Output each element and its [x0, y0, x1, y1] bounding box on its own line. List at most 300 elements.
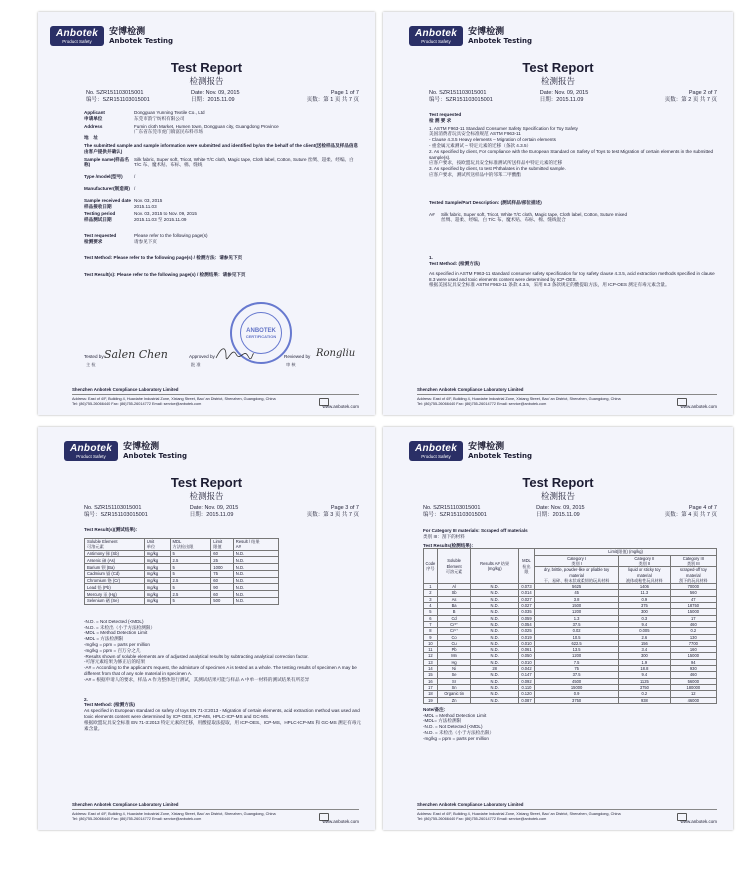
table-cell: 4 — [424, 603, 438, 609]
report-no: No. SZR151103015001 — [423, 505, 481, 511]
table-cell: N.D. — [471, 640, 518, 646]
table-cell: 1125 — [619, 678, 671, 684]
tested-by-label: Tested by — [84, 354, 104, 359]
table-cell: Organic tin — [437, 691, 471, 697]
applicant-label-cn: 申请单位 — [84, 115, 103, 121]
table-row — [85, 564, 279, 571]
sample-name-value: Silk fabric, Super soft, Tricot, White T/C cloth, Magic tape, Cloth label, Cotton, Suture 丝绸、超柔、经编、白 T/C 布、魔术贴、布标、棉、缝线 — [134, 156, 354, 168]
test-method-heading: Test Method: (检测方法) — [84, 702, 135, 708]
table-cell: 90 — [211, 584, 234, 591]
table-cell: 180000 — [670, 684, 716, 690]
footer-website: www.anbotek.com — [680, 819, 717, 825]
table-cell: N.D. — [471, 634, 518, 640]
table-cell: Hg — [437, 659, 471, 665]
logo-en: Anbotek Testing — [123, 451, 188, 460]
table-cell: Zn — [437, 697, 471, 703]
table-cell: Antimony 锑 (Sb) — [85, 550, 145, 557]
note-line: -Results shown of soluble elements are of adjusted analytical results by subtracting analytical correction factor. — [84, 653, 309, 659]
period-value: Nov. 03, 2015 to Nov. 09, 2015 — [134, 211, 197, 217]
table-cell: 0.092 — [518, 678, 534, 684]
logo-badge — [64, 441, 118, 461]
footer-address: Address: East of 4/F, Building 4, Huaxiahe Industrial Zone, Xixiang Street, Bao' an District, Shenzhen, Guangdong, China — [417, 397, 621, 402]
report-no-cn: 编号：SZR151103015001 — [429, 97, 493, 103]
test-method-line: Test Method: Please refer to the following page(s) / 检测方法：请参见下页 — [84, 254, 243, 260]
col-results: Results A# 结果 (mg/kg) — [471, 549, 518, 584]
method-number: 2. — [84, 696, 88, 702]
logo-en: Anbotek Testing — [109, 36, 174, 45]
table-cell: 60 — [211, 550, 234, 557]
logo-tagline: Product Safety — [62, 39, 92, 44]
table-cell: 4500 — [535, 678, 619, 684]
table-cell: 5 — [170, 570, 211, 577]
note-line: -N.D. = 未检出（小于方法检出限） — [423, 730, 495, 735]
reviewer-signature: Rongliu — [316, 348, 356, 359]
table-cell: Cu — [437, 640, 471, 646]
cat2-desc: liquid or sticky toy material 液体或粘性玩具材料 — [619, 567, 671, 584]
table-cell: 8 — [424, 628, 438, 634]
report-meta — [84, 505, 359, 519]
table-cell: Ni — [437, 666, 471, 672]
requested-label-cn: 检测要求 — [84, 238, 103, 244]
applicant-label: Applicant — [84, 110, 105, 115]
report-body — [423, 528, 719, 742]
note-line: -A# = According to the applicant's request, the admixture of specimen A is tested as a whole. The testing results of specimen A may be different from that of any sole material in specimen A. — [84, 665, 357, 676]
page-footer — [72, 802, 359, 825]
anbotek-logo — [409, 441, 532, 461]
table-cell: 130 — [670, 634, 716, 640]
table-cell: mg/kg — [144, 598, 170, 605]
test-method-text: As specified in European standard on safety of toys EN 71-3:2013 - Migration of certain elements, acid extraction method was used and toxic elements content were determined by ICP-OES, ICP-MS, HPLC-ICP-MS and GC-MS. — [84, 708, 360, 719]
table-cell: 5 — [424, 609, 438, 615]
note-line: -N.D. = 未检出（小于方法检测限） — [84, 624, 156, 630]
table-cell: 14 — [424, 666, 438, 672]
table-cell: Ba — [437, 603, 471, 609]
report-meta — [86, 90, 359, 104]
table-cell: N.D. — [471, 609, 518, 615]
table-cell: 0.147 — [518, 672, 534, 678]
table-cell: 18.8 — [619, 666, 671, 672]
table-cell: 3 — [424, 596, 438, 602]
table-cell: Cadmium 镉 (Cd) — [85, 570, 145, 577]
table-cell: 6 — [424, 615, 438, 621]
table-cell: 7.5 — [535, 659, 619, 665]
test-method-text: As specified in ASTM F963-11 standard consumer safety specification for toy safety clause 4.3.5, acid extraction methods specified in clause 8.3 were used and toxic elements content were determined by ICP-OES. — [429, 270, 715, 282]
table-cell: Chromium 铬 (Cr) — [85, 577, 145, 584]
note-line: -MDL= 方法检测限 — [423, 718, 462, 724]
logo-badge — [409, 441, 463, 461]
note-line: -MDL = 方法检测限 — [84, 636, 124, 642]
report-no-cn: 编号：SZR151103015001 — [86, 97, 150, 103]
table-cell: mg/kg — [144, 550, 170, 557]
requested-item: 美国消费者玩具安全标准规范 ASTM F963-11 — [429, 131, 521, 137]
logo-cn: 安博检测 — [468, 441, 505, 452]
logo-name: Anbotek — [56, 28, 99, 39]
table-cell: 1200 — [535, 609, 619, 615]
category-heading: For Category III materials: Scraped off materials — [423, 528, 528, 533]
test-method-text-cn: 根据欧盟玩具安全标准 EN 71-3:2013 特定元素的迁移，用酸提取法提取，用 ICP-OES、ICP-MS、HPLC-ICP-MS 和 GC-MS 测定有毒元素含量。 — [84, 719, 361, 731]
table-cell: 0.054 — [518, 621, 534, 627]
results-heading: Test Result(s)(测试结果)： — [84, 527, 141, 532]
report-no: No. SZR151103015001 — [86, 90, 144, 96]
table-cell: 37.5 — [535, 621, 619, 627]
table-cell: 1200 — [535, 653, 619, 659]
table-cell: 3.4 — [619, 647, 671, 653]
table-cell: 2.6 — [619, 634, 671, 640]
table-cell: 160 — [670, 647, 716, 653]
table-cell: 3750 — [619, 684, 671, 690]
table-cell: 1000 — [211, 564, 234, 571]
page-number-cn: 页数：第 3 页 共 7 页 — [306, 512, 359, 518]
table-cell: 0.9 — [619, 596, 671, 602]
table-cell: N.D. — [471, 684, 518, 690]
table-row — [85, 598, 279, 605]
table-cell: 16 — [424, 678, 438, 684]
report-date-cn: 日期：2015.11.09 — [189, 512, 234, 518]
table-row — [85, 584, 279, 591]
table-cell: As — [437, 596, 471, 602]
col-element: Soluble Element 可溶元素 — [437, 549, 471, 584]
table-cell: 300 — [619, 609, 671, 615]
table-cell: Pb — [437, 647, 471, 653]
table-cell: N.D. — [233, 557, 278, 564]
logo-en: Anbotek Testing — [468, 451, 533, 460]
footer-website: www.anbotek.com — [322, 404, 359, 410]
table-cell: Cd — [437, 615, 471, 621]
table-cell: N.D. — [471, 603, 518, 609]
table-row — [85, 577, 279, 584]
logo-cn: 安博检测 — [123, 441, 160, 452]
sample-description-cn: 丝绸、超柔、经编、白 T/C 布、魔术贴、布标、棉、缝线混合 — [441, 217, 566, 223]
footer-company: Shenzhen Anbotek Compliance Laboratory Limited — [417, 387, 524, 393]
table-cell: N.D. — [233, 584, 278, 591]
table-cell: 375 — [619, 603, 671, 609]
table-cell: B — [437, 609, 471, 615]
table-cell: 9.4 — [619, 672, 671, 678]
table-cell: 75 — [211, 570, 234, 577]
table-cell: N.D. — [471, 584, 518, 590]
page-footer — [72, 387, 359, 410]
stamp-bottom-text: CERTIFICATION — [245, 333, 277, 339]
table-cell: mg/kg — [144, 564, 170, 571]
table-cell: 156 — [619, 640, 671, 646]
table-cell: 11 — [424, 647, 438, 653]
report-meta — [429, 90, 717, 104]
table-cell: N.D. — [471, 691, 518, 697]
requested-item: 2. As specified by client, For compliance with the European Standard on Safety of Toys to test Migration of certain elements in the submitted sample(s). — [429, 148, 714, 160]
table-cell: 0.025 — [518, 628, 534, 634]
report-no: No. SZR151103015001 — [429, 90, 487, 96]
table-cell: 0.042 — [518, 666, 534, 672]
manufacturer-value: / — [134, 185, 136, 191]
anbotek-logo — [64, 441, 187, 461]
test-result-line: Test Result(s): Please refer to the following page(s) / 检测结果：请参见下页 — [84, 272, 246, 278]
requested-item: - 重金属元素测试 – 特定元素的迁移（条款 4.3.5） — [429, 142, 532, 148]
table-cell: N.D. — [471, 615, 518, 621]
table-cell: 0.073 — [518, 584, 534, 590]
col-cat3: Category III 类别 III — [670, 555, 716, 567]
table-cell: Barium 钡 (Ba) — [85, 564, 145, 571]
applicant-value: Dongguan Yunning Textile Co., Ltd — [134, 110, 205, 115]
table-cell: 0.02 — [535, 628, 619, 634]
table-cell: Arsenic 砷 (As) — [85, 557, 145, 564]
requested-label: Test requested — [84, 232, 117, 238]
table-cell: 10 — [424, 640, 438, 646]
note-line: -mg/kg = ppm = parts per million — [84, 642, 150, 648]
address-label-cn: 地 址 — [84, 135, 98, 141]
footer-address: Address: East of 4/F, Building 4, Huaxiahe Industrial Zone, Xixiang Street, Bao' an District, Shenzhen, Guangdong, China — [72, 812, 276, 817]
period-value-cn: 2015.11.03 至 2015.11.09 — [134, 217, 187, 223]
note-line: -A# = 根据申请人的要求，样品 A 作为整体进行测试，其测试结果可能与样品 A 中单一材料的测试结果有所差异 — [84, 676, 310, 682]
report-title-cn: 检测报告 — [189, 76, 224, 86]
table-row — [85, 591, 279, 598]
col-result: Result / 结果 A# — [233, 538, 278, 550]
logo-name: Anbotek — [415, 28, 458, 39]
table-cell: 17 — [424, 684, 438, 690]
table-cell: N.D. — [471, 672, 518, 678]
report-title-cn: 检测报告 — [540, 491, 575, 501]
table-cell: Sb — [437, 590, 471, 596]
note-line: -mg/kg = ppm = parts per million — [423, 735, 489, 741]
stamp-top-text: ANBOTEK — [246, 327, 276, 334]
note-line: -N.D. = Not Detected (<MDL) — [423, 724, 483, 730]
requested-list — [429, 126, 719, 178]
requested-heading-cn: 检 测 要 求 — [429, 117, 452, 123]
table-cell: 0.050 — [518, 653, 534, 659]
note-line: -可溶元素结果为修正后的结果 — [84, 659, 146, 665]
table-cell: 0.059 — [518, 615, 534, 621]
footer-contact: Tel: (86)755-26066440 Fax: (86)755-26014772 Email: service@anbotek.com — [72, 402, 202, 407]
report-date-cn: 日期：2015.11.09 — [536, 512, 580, 518]
table-cell: 75 — [535, 666, 619, 672]
results-table — [84, 538, 279, 605]
table-cell: 5 — [170, 584, 211, 591]
report-date: Date: Nov. 09, 2015 — [191, 90, 240, 96]
table-cell: 0.027 — [518, 603, 534, 609]
table-cell: 1 — [424, 584, 438, 590]
notes-heading: Note/备注： — [423, 706, 449, 712]
sample-name-label: Sample name(样品名称) — [84, 156, 129, 168]
address-value-cn: 广东省东莞市虎门镇富民布料市场 — [134, 129, 203, 135]
report-title: Test Report — [170, 60, 243, 75]
footer-company: Shenzhen Anbotek Compliance Laboratory Limited — [72, 387, 179, 393]
table-cell: 7 — [424, 621, 438, 627]
requested-item: 应客户要求，测试所送样品中的邻苯二甲酸酯 — [429, 171, 521, 177]
table-cell: 28 — [471, 666, 518, 672]
table-cell: 10.5 — [535, 634, 619, 640]
table-cell: N.D. — [233, 550, 278, 557]
footer-company: Shenzhen Anbotek Compliance Laboratory Limited — [72, 802, 179, 808]
requested-item: - Clause 4.3.5 Heavy elements – Migration of certain elements — [429, 137, 556, 143]
table-cell: Sn — [437, 684, 471, 690]
address-label: Address — [84, 123, 103, 129]
tested-by-label-cn: 主 检 — [86, 362, 96, 367]
category-results-table — [423, 548, 717, 703]
test-method-text-cn: 根据美国玩具安全标准 ASTM F963-11 条款 4.3.5，采用 8.3 条款规定的酸提取方法，用 ICP-OES 测定有毒元素含量。 — [429, 282, 670, 288]
table-cell: 18 — [424, 691, 438, 697]
report-no-cn: 编号：SZR151103015001 — [423, 512, 487, 518]
table-cell: N.D. — [233, 570, 278, 577]
requested-heading: Test requested — [429, 112, 462, 117]
logo-name: Anbotek — [415, 443, 458, 454]
table-cell: 15 — [424, 672, 438, 678]
report-no: No. SZR151103015001 — [84, 505, 142, 511]
received-label: Sample received date — [84, 197, 131, 203]
period-label-cn: 样品测试日期 — [84, 217, 112, 223]
page-footer — [417, 387, 717, 410]
table-cell: N.D. — [471, 647, 518, 653]
table-cell: N.D. — [233, 577, 278, 584]
report-title-cn: 检测报告 — [189, 491, 224, 501]
col-mdl: MDL 检出限 — [518, 549, 534, 584]
table-cell: 45 — [535, 590, 619, 596]
report-body — [429, 112, 719, 288]
table-cell: mg/kg — [144, 591, 170, 598]
reviewed-by-label: Reviewed by — [284, 354, 311, 359]
table-cell: 1.3 — [535, 615, 619, 621]
table-cell: 9 — [424, 634, 438, 640]
received-label-cn: 样品接收日期 — [84, 203, 112, 209]
table-cell: 56000 — [670, 678, 716, 684]
table-row — [424, 697, 717, 703]
table-row — [85, 557, 279, 564]
anbotek-logo — [409, 26, 532, 46]
test-method-heading: Test Method: (检测方法) — [429, 260, 480, 266]
footer-address: Address: East of 4/F, Building 4, Huaxiahe Industrial Zone, Xixiang Street, Bao' an District, Shenzhen, Guangdong, China — [72, 397, 276, 402]
col-element: Soluble Element 可溶元素 — [85, 538, 145, 550]
table-cell: 0.3 — [619, 615, 671, 621]
cat3-desc: scraped-off toy material 刮下的玩具材料 — [670, 567, 716, 584]
footer-contact: Tel: (86)755-26066440 Fax: (86)755-26014772 Email: service@anbotek.com — [417, 817, 547, 822]
type-label: Type /model(型号) — [84, 174, 123, 180]
sample-id: A# — [429, 211, 435, 217]
report-date-cn: 日期：2015.11.09 — [539, 97, 584, 103]
col-mdl: MDL 方法检出限 — [170, 538, 211, 550]
page-number: Page 4 of 7 — [688, 505, 717, 511]
footer-website: www.anbotek.com — [322, 819, 359, 825]
report-meta — [423, 505, 717, 519]
report-date: Date: Nov. 09, 2015 — [189, 505, 239, 511]
report-page-1 — [38, 12, 375, 415]
table-cell: 0.2 — [619, 691, 671, 697]
tester-signature: Salen Chen — [104, 348, 168, 361]
table-row — [85, 570, 279, 577]
table-cell: 0.9 — [535, 691, 619, 697]
sample-intro: The submitted sample and sample information were submitted and identified by/on the behalf of the client(送检样品及样品信息由客户提供并确认) — [84, 142, 359, 154]
table-cell: 1500 — [535, 603, 619, 609]
report-page-3 — [38, 427, 375, 830]
footer-contact: Tel: (86)755-26066440 Fax: (86)755-26014772 Email: service@anbotek.com — [72, 817, 202, 822]
table-cell: Cr⁶⁺ — [437, 628, 471, 634]
table-cell: mg/kg — [144, 557, 170, 564]
table-cell: N.D. — [471, 697, 518, 703]
requested-value: Please refer to the following page(s) — [134, 232, 208, 238]
table-cell: 15000 — [670, 653, 716, 659]
table-cell: mg/kg — [144, 584, 170, 591]
table-cell: 0.061 — [518, 647, 534, 653]
reviewed-by-label-cn: 审 核 — [286, 362, 296, 367]
type-value: / — [134, 174, 136, 180]
table-cell: 25 — [211, 557, 234, 564]
table-row — [85, 550, 279, 557]
report-date-cn: 日期：2015.11.09 — [191, 97, 235, 103]
table-cell: 5 — [170, 598, 211, 605]
report-date: Date: Nov. 09, 2015 — [536, 505, 585, 511]
page-number: Page 1 of 7 — [330, 90, 359, 96]
table-cell: Mercury 汞 (Hg) — [85, 591, 145, 598]
table-cell: N.D. — [471, 596, 518, 602]
report-page-4 — [383, 427, 733, 830]
requested-item: 1. ASTM F963-11 Standard Consumer Safety Specification for Toy Safety — [429, 125, 578, 131]
table-cell: 2.5 — [170, 577, 211, 584]
table-cell: 0.010 — [518, 640, 534, 646]
anbotek-logo — [50, 26, 173, 46]
table-cell: 12 — [424, 653, 438, 659]
col-cat2: Category II 类别 II — [619, 555, 671, 567]
manufacturer-label: Manufacturer(制造商) — [84, 185, 130, 191]
page-number-cn: 页数：第 1 页 共 7 页 — [306, 97, 359, 103]
table-cell: 0.010 — [518, 659, 534, 665]
table-cell: Se — [437, 672, 471, 678]
table-cell: 2.5 — [170, 557, 211, 564]
page-number-cn: 页数：第 4 页 共 7 页 — [664, 512, 717, 518]
table-cell: 17 — [670, 615, 716, 621]
logo-name: Anbotek — [70, 443, 113, 454]
table-cell: 60 — [211, 591, 234, 598]
table-cell: N.D. — [471, 621, 518, 627]
table-cell: 15000 — [670, 609, 716, 615]
table-cell: 0.110 — [518, 684, 534, 690]
table-cell: 5625 — [535, 584, 619, 590]
table-header-row — [85, 538, 279, 550]
logo-tagline: Product Safety — [76, 454, 106, 459]
sample-description-heading: Tested Sample/Part Description: (测试样品/部位描述) — [429, 199, 542, 205]
table-cell: 47 — [670, 596, 716, 602]
table-cell: 0.019 — [518, 634, 534, 640]
table-cell: 938 — [619, 697, 671, 703]
table-cell: 7700 — [670, 640, 716, 646]
col-cat1: Category I 类别 I — [535, 555, 619, 567]
col-limit: Limit 限值 — [211, 538, 234, 550]
table-cell: 1406 — [619, 584, 671, 590]
logo-tagline: Product Safety — [421, 39, 451, 44]
cat1-desc: dry, brittle, powder-like or pliable toy material 干、易碎、粉末状或柔韧的玩具材料 — [535, 567, 619, 584]
table-cell: Co — [437, 634, 471, 640]
note-line: -mg/kg = ppm = 百万分之几 — [84, 647, 141, 653]
table-cell: 37.5 — [535, 672, 619, 678]
method-number: 1. — [429, 255, 433, 261]
table-cell: 13 — [424, 659, 438, 665]
col-unit: Unit 单位 — [144, 538, 170, 550]
table-cell: 46000 — [670, 697, 716, 703]
table-cell: 3.8 — [535, 596, 619, 602]
sample-description: Silk fabric, Super soft, Tricot, White T/C cloth, Magic tape, Cloth label, Cotton, Suture mixed — [441, 211, 628, 217]
logo-badge — [409, 26, 463, 46]
table-cell: 930 — [670, 666, 716, 672]
table-cell: 15000 — [535, 684, 619, 690]
table-cell: Sr — [437, 678, 471, 684]
report-body — [84, 110, 361, 278]
approved-by-label: Approved by — [189, 354, 215, 359]
table-cell: 5 — [170, 564, 211, 571]
approved-by-label-cn: 批 准 — [191, 362, 201, 367]
footer-company: Shenzhen Anbotek Compliance Laboratory Limited — [417, 802, 524, 808]
table-cell: Cr³⁺ — [437, 621, 471, 627]
address-value: Fumin cloth Market, Humen town, Dongguan city, Guangdong Province — [134, 123, 279, 129]
table-cell: Mn — [437, 653, 471, 659]
table-cell: 60 — [211, 577, 234, 584]
table-cell: N.D. — [471, 659, 518, 665]
table-cell: N.D. — [471, 678, 518, 684]
